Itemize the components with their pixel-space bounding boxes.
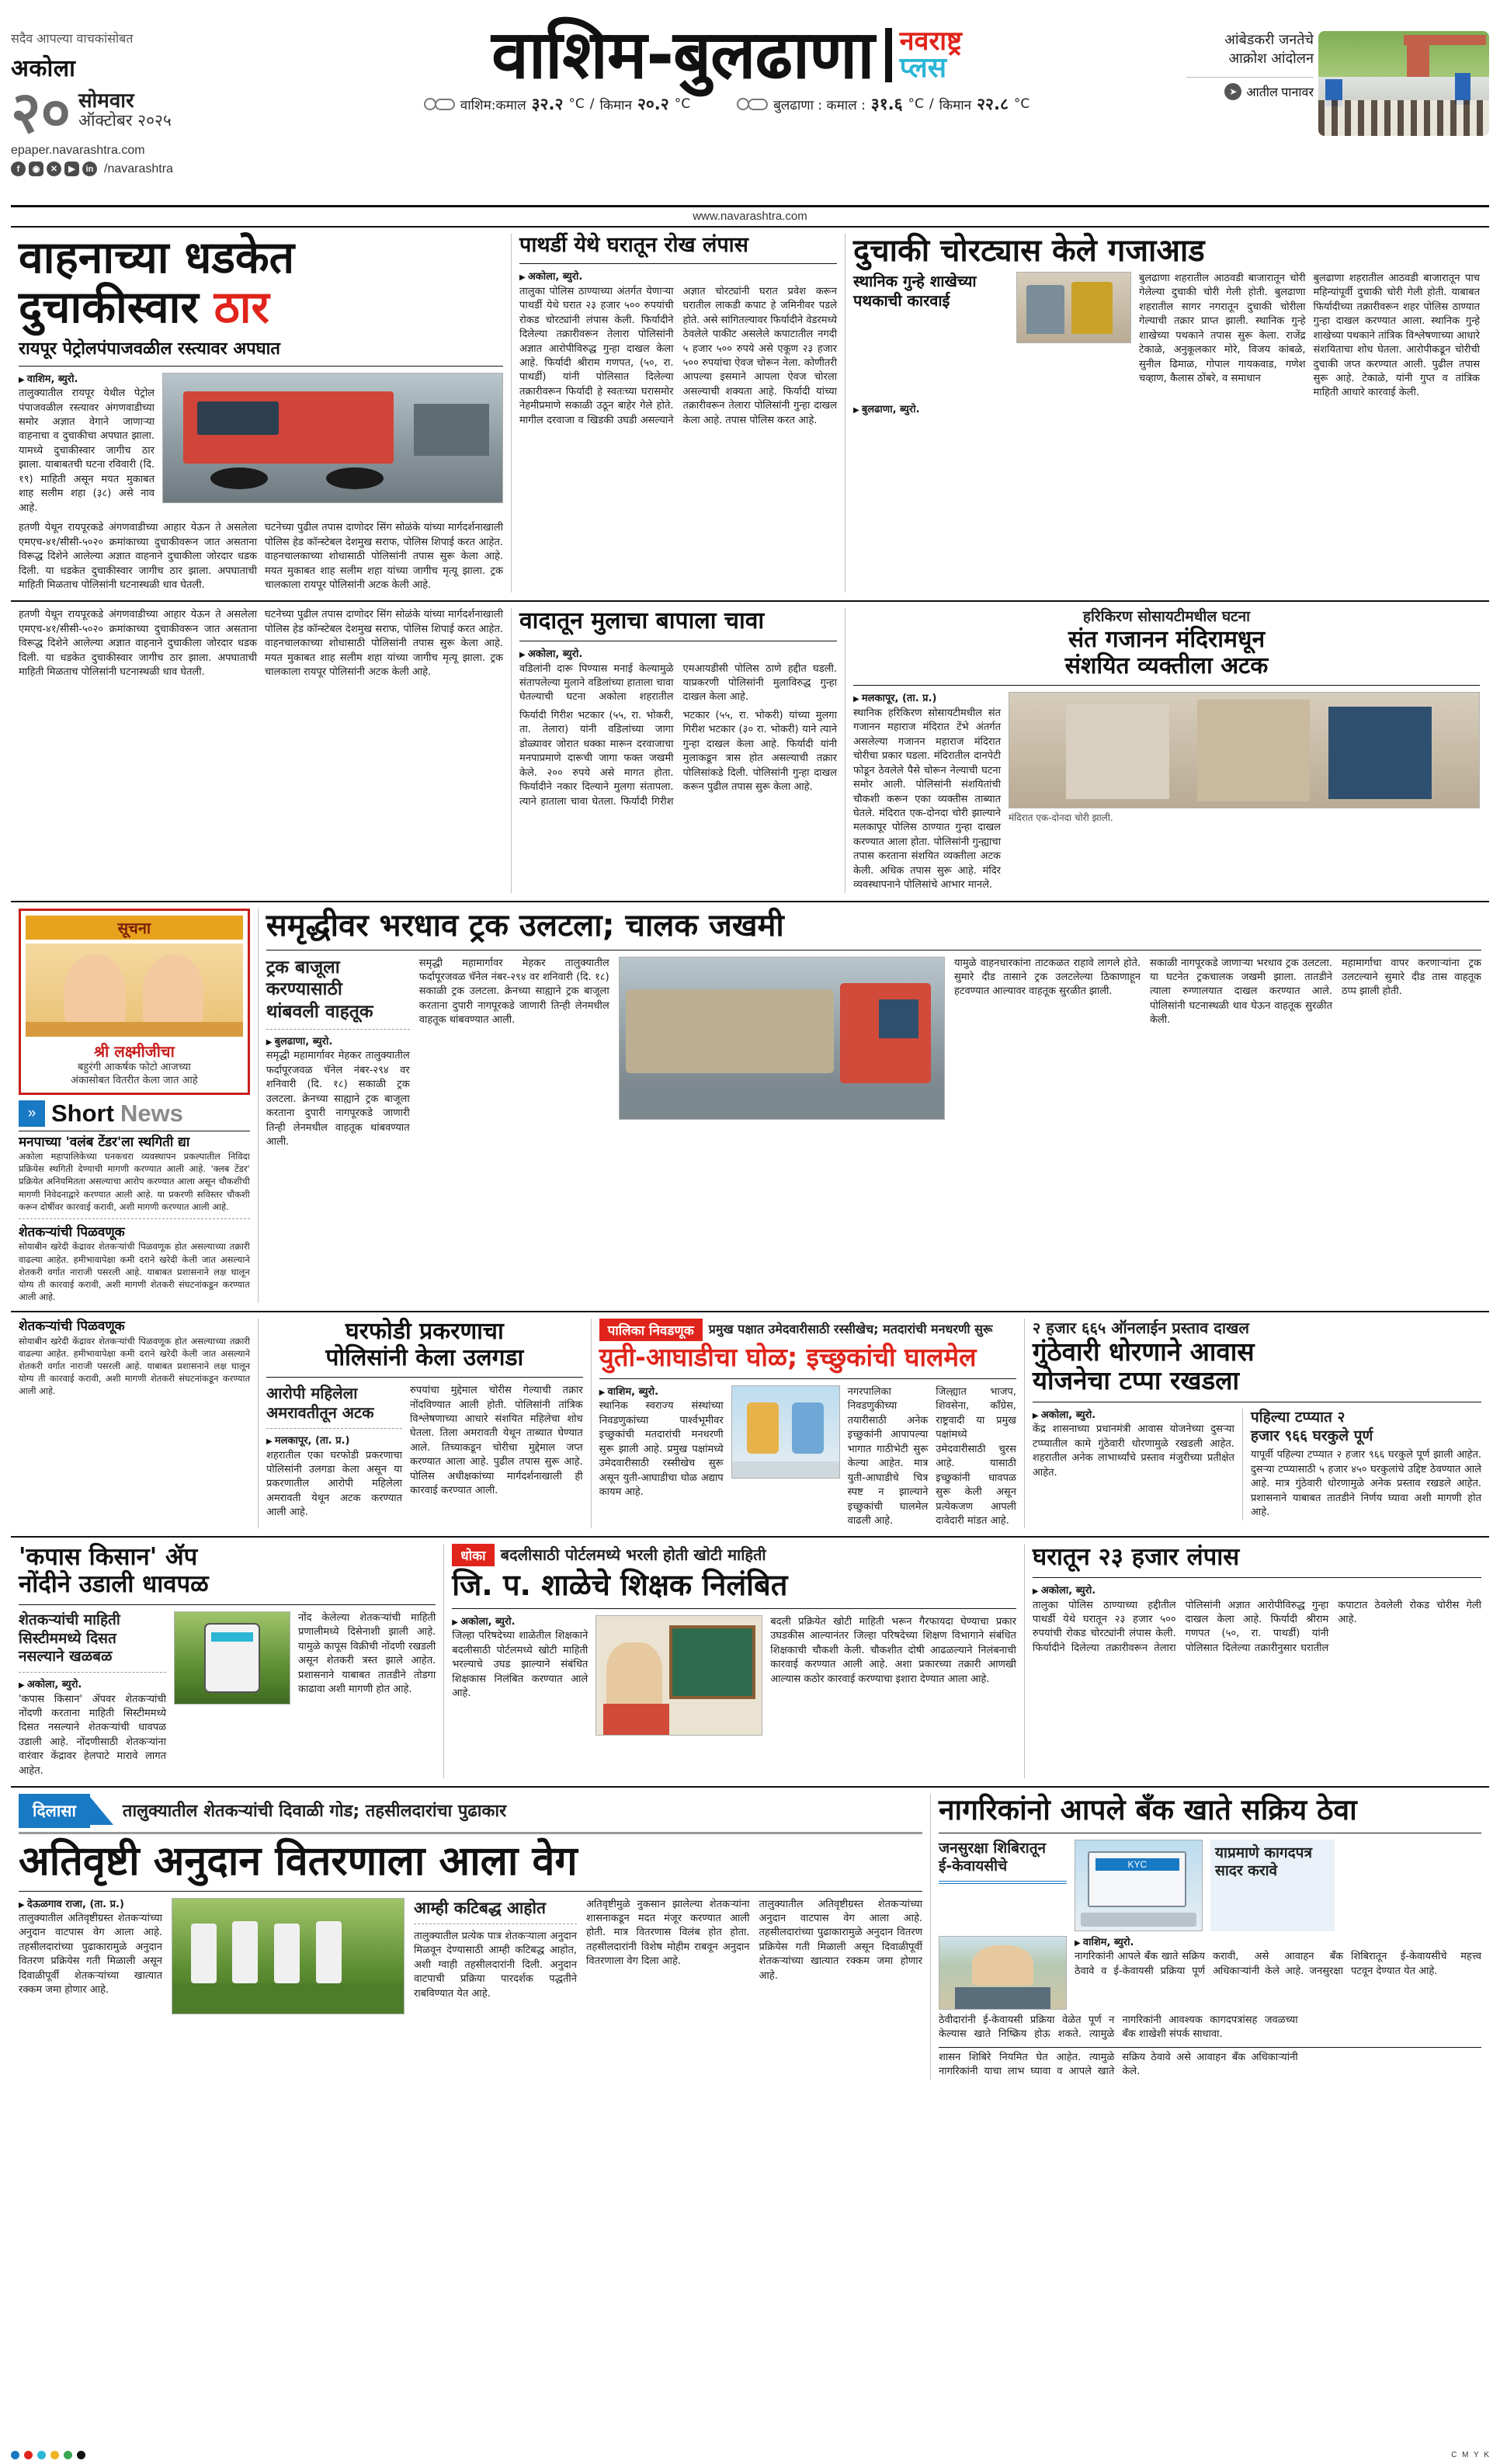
newspaper-title: वाशिम-बुलढाणा	[491, 16, 874, 94]
date-day: २०	[11, 79, 71, 146]
bank-side-1: याप्रमाणे कागदपत्र	[1215, 1844, 1312, 1861]
relief-tag: दिलासा	[19, 1794, 90, 1828]
short-news-item[interactable]	[19, 1225, 250, 1303]
short-news-continued	[11, 1319, 259, 1528]
navarashtra-plus-logo	[885, 28, 962, 82]
short-news-label-1: Short	[51, 1099, 114, 1127]
bank-side-2: सादर करावे	[1215, 1862, 1278, 1880]
burglary-body-2: रुपयांचा मुद्देमाल चोरीस गेल्याची तक्रार नोंदविण्यात आली होती. पोलिसांनी तांत्रिक विश्लेषणाच्या आधारे संशयित महिलेचा शोध घेतला. तिला अमरावती येथून ताब्यात घेण्यात आले. तिच्याकडून चोरीचा मुद्देमाल जप्त करण्यात आला आहे. पुढील तपास सुरू आहे. पोलिस अधीक्षकांच्या मार्गदर्शनाखाली ही कारवाई करण्यात आली.	[410, 1385, 583, 1497]
weather-city-2: बुलढाणा : कमाल :	[773, 97, 866, 113]
bank-dateline: वाशिम, ब्युरो.	[1082, 1936, 1134, 1948]
bank-body-1: नागरिकांनी आपले बँक खाते सक्रिय ठेवावे व ई-केवायसी प्रक्रिया पूर्ण करावी, असे आवाहन बँक अधिकाऱ्यांनी केले आहे. जनसुरक्षा शिबिरातून ई-केवायसीचे महत्त्व पटवून देण्यात येत आहे.	[1075, 1951, 1481, 1977]
gharatun-headline: घरातून २३ हजार लंपास	[1032, 1543, 1240, 1572]
col3-dateline: बुलढाणा, ब्युरो.	[861, 403, 920, 415]
col2mid-body-1: वडिलांनी दारू पिण्यास मनाई केल्यामुळे संतापलेल्या मुलाने वडिलांच्या हाताला चावा घेतल्याची घटना अकोला शहरातील एमआयडीसी पोलिस ठाणे हद्दीत घडली. याप्रकरणी पोलिसांनी मुलाविरुद्ध गुन्हा दाखल केला आहे.	[519, 662, 837, 704]
short-news-arrow-icon: »	[19, 1100, 45, 1127]
palika-kicker: प्रमुख पक्षात उमेदवारीसाठी रस्सीखेच; मतदारांची मनधरणी सुरू	[708, 1322, 993, 1337]
relief-body-2: अतिवृष्टीमुळे नुकसान झालेल्या शेतकऱ्यांना शासनाकडून मदत मंजूर करण्यात आली होती. मात्र वितरणास विलंब होत होता. तहसीलदारांनी विशेष मोहीम राबवून अनुदान वितरणाला वेग दिला आहे.	[586, 1898, 750, 1968]
weather-unit-2b: °C	[1013, 96, 1030, 112]
kapas-headline-2: नोंदीने उडाली धावपळ	[19, 1570, 209, 1599]
masthead-right	[1186, 8, 1489, 136]
kyc-label: KYC	[1095, 1858, 1179, 1871]
truck-dateline: बुलढाणा, ब्युरो.	[274, 1035, 333, 1048]
palika-story	[592, 1319, 1025, 1528]
teacher-headline: जि. प. शाळेचे शिक्षक निलंबित	[452, 1568, 788, 1603]
relief-story	[11, 1794, 931, 2079]
kapas-dateline: अकोला, ब्युरो.	[26, 1679, 82, 1691]
short-news-item[interactable]	[19, 1135, 250, 1213]
col2mid-headline: वादातून मुलाचा बापाला चावा	[519, 607, 765, 635]
social-links	[11, 162, 267, 176]
tagline: सदैव आपल्या वाचकांसोबत	[11, 31, 134, 46]
palika-headline: युती-आघाडीचा घोळ; इच्छुकांची घालमेल	[599, 1341, 977, 1372]
kapas-body-2: नोंद केलेल्या शेतकऱ्यांची माहिती प्रणालीमध्ये दिसेनाशी झाली आहे. यामुळे कापूस विक्रीची नोंदणी रखडली असून शेतकरी त्रस्त झाले आहेत. प्रशासनाने याबाबत तातडीने तोडगा काढावा अशी मागणी होत आहे.	[298, 1611, 436, 1696]
col3-body-right: बुलढाणा शहरातील आठवडी बाजारातून पाच महिन्यांपूर्वी दुचाकी चोरी गेली होती. याबाबत फिर्यादीच्या तक्रारीवरून शहर पोलिस ठाण्यात गुन्हा दाखल करण्यात आला. स्थानिक गुन्हे शाखेच्या पथकाने तांत्रिक विश्लेषणाच्या आधारे संशयिताचा शोध घेतला. आरोपीकडून चोरीची दुचाकी जप्त करण्यात आली. पुढील तपास सुरू आहे. टेकाळे, यांनी गुप्त व तांत्रिक माहिती आधारे कारवाई केली.	[1313, 272, 1480, 399]
relief-side-body: तालुक्यातील प्रत्येक पात्र शेतकऱ्याला अनुदान मिळवून देण्यासाठी आम्ही कटिबद्ध आहोत, अशी ग्वाही तहसीलदारांनी दिली. अनुदान वाटपाची प्रक्रिया पारदर्शक पद्धतीने राबविण्यात येत आहे.	[414, 1930, 577, 2000]
truck-body-1: समृद्धी महामार्गावर मेहकर तालुक्यातील फर्दापूरजवळ चॅनेल नंबर-२९४ वर शनिवारी (दि. १८) सकाळी ट्रक उलटला. क्रेनच्या साह्याने ट्रक बाजूला करताना दुपारी नागपूरकडे जाणारी तिन्ही लेनमधील वाहतूक थांबवण्यात आली.	[266, 1050, 410, 1148]
burglary-body-1: शहरातील एका घरफोडी प्रकरणाचा पोलिसांनी उलगडा केला असून या प्रकरणातील आरोपी महिलेला अमरावती येथून अटक करण्यात आली आहे.	[266, 1449, 403, 1519]
short-news-body-0b: सोयाबीन खरेदी केंद्रावर शेतकऱ्यांची पिळवणूक होत असल्याच्या तक्रारी वाढल्या आहेत. हमीभावापेक्षा कमी दराने खरेदी केली जात असल्याने शेतकरी वर्गात नाराजी पसरली आहे. याबाबत प्रशासनाने लक्ष घालून योग्य ती कारवाई करावी, अशी मागणी शेतकरी संघटनांकडून करण्यात आली आहे.	[19, 1335, 251, 1397]
weather-max-1: ३२.२	[531, 95, 564, 113]
truck-kicker-2: करण्यासाठी	[266, 979, 342, 1000]
bank-footer: शासन शिबिरे नियमित घेत आहेत. त्यामुळे नागरिकांनी याचा लाभ घ्यावा व आपले खाते सक्रिय ठेवावे असे आवाहन बँक अधिकाऱ्यांनी केले.	[939, 2051, 1298, 2078]
notice-ad-block	[11, 909, 259, 1303]
relief-body-1: तालुक्यातील अतिवृष्टीग्रस्त शेतकऱ्यांच्या अनुदान वाटपास वेग आला आहे. तहसीलदारांच्या पुढाकारामुळे अनुदान वितरण प्रक्रियेस गती मिळाली असून दिवाळीपूर्वी शेतकऱ्यांच्या खात्यात रक्कम जमा होणार आहे.	[19, 1912, 162, 1997]
col2mid-body-2: फिर्यादी गिरीश भटकार (५५, रा. भोकरी, ता. तेलारा) यांनी वडिलांच्या जागा डोळ्यावर जोरात धक्का मारून दरवाजाचा मनपाप्रमाणे दारूची जागा फक्त जखमी केले. २०० रुपये असे मागत होता. फिर्यादीने नकार दिल्याने मुलगा संतापला. त्याने हाताला चावा घेतला. फिर्यादी गिरीश भटकार (५५, रा. भोकरी) यांच्या मुलगा गिरीश भटकार (३० रा. भोकरी) याने त्याने गुन्हा दाखल केला आहे. फिर्यादी यांनी मुलाकडून त्रास होत असल्याची तक्रार पोलिसांकडे दिली. पोलिसांनी गुन्हा दाखल करून पुढील तपास सुरू केला आहे.	[519, 709, 837, 808]
kyc-laptop-photo	[1075, 1840, 1203, 1931]
ad-line-3: अंकासोबत वितरीत केला जात आहे	[71, 1074, 198, 1086]
lead-headline-line1: वाहनाच्या धडकेत	[19, 232, 295, 283]
col3-subhead: स्थानिक गुन्हे शाखेच्या पथकाची कारवाई	[853, 271, 977, 310]
kapas-kicker-2: सिस्टीममध्ये दिसत	[19, 1629, 116, 1647]
burglary-dateline: मलकापूर, (ता. प्र.)	[274, 1435, 350, 1447]
instagram-icon[interactable]: ◉	[29, 162, 43, 176]
relief-body-2b: तालुक्यातील अतिवृष्टीग्रस्त शेतकऱ्यांच्या अनुदान वाटपास वेग आला आहे. तहसीलदारांच्या पुढाकारामुळे अनुदान वितरण प्रक्रियेस गती मिळाली असून दिवाळीपूर्वी शेतकऱ्यांच्या खात्यात रक्कम जमा होणार आहे.	[759, 1898, 922, 1982]
bank-body-2: ठेवीदारांनी ई-केवायसी प्रक्रिया वेळेत पूर्ण न केल्यास खाते निष्क्रिय होऊ शकते. त्यामुळे नागरिकांनी आवश्यक कागदपत्रांसह जवळच्या बँक शाखेशी संपर्क साधावा.	[939, 2014, 1298, 2041]
col2-headline: पाथर्डी येथे घरातून रोख लंपास	[519, 233, 748, 257]
relief-tag-line: तालुक्यातील शेतकऱ्यांची दिवाळी गोड; तहसीलदारांचा पुढाकार	[122, 1801, 507, 1821]
weather-min-label-1: किमान	[599, 97, 632, 113]
burglary-kicker-2: अमरावतीतून अटक	[266, 1403, 374, 1423]
logo-navarashtra: नवराष्ट्र	[899, 26, 962, 57]
masthead-photo-caption: आंबेडकरी जनतेचे आक्रोश आंदोलन	[1224, 32, 1314, 68]
burglary-kicker-1: आरोपी महिलेला	[266, 1384, 358, 1403]
teacher-tag: धोका	[452, 1544, 494, 1566]
linkedin-icon[interactable]: in	[82, 162, 97, 176]
kapas-story	[11, 1544, 444, 1778]
lead-body-2: हतणी येथून रायपूरकडे अंगणवाडीच्या आहार येऊन ते असलेला एमएच-४१/सीसी-५०२० क्रमांकाच्या दुचाकीवरून जात असताना विरूद्ध दिशेने आलेल्या अज्ञात वाहनाने दुचाकीला जोरदार धडक दिली. या धडकेत दुचाकीस्वार जागीच ठार झाला. अपघाताची माहिती मिळताच पोलिसांनी घटनास्थळी धाव घेतली.	[19, 522, 257, 591]
gharatun-story	[1025, 1544, 1489, 1778]
col3-mid-story	[845, 608, 1488, 892]
ad-line-1: श्री लक्ष्मीजीचा	[93, 1041, 175, 1061]
bank-kicker-2: ई-केवायसीचे	[939, 1858, 1008, 1875]
edition-city: अकोला	[11, 55, 76, 82]
truck-body-1b: समृद्धी महामार्गावर मेहकर तालुक्यातील फर्दापूरजवळ चॅनेल नंबर-२९४ वर शनिवारी (दि. १८) सकाळी ट्रक उलटला. क्रेनच्या साह्याने ट्रक बाजूला करताना दुपारी नागपूरकडे जाणारी तिन्ही लेनमधील वाहतूक थांबवण्यात आली.	[418, 957, 609, 1027]
bank-headline: नागरिकांनो आपले बँक खाते सक्रिय ठेवा	[939, 1793, 1357, 1827]
weather-unit-1: °C	[568, 96, 585, 112]
lead-story	[11, 234, 512, 593]
kapas-body: 'कपास किसान' ॲपवर शेतकऱ्यांची नोंदणी करताना माहिती सिस्टीममध्ये दिसत नसल्याने शेतकऱ्यांची धावपळ उडाली आहे. नोंदणीसाठी शेतकऱ्यांना वारंवार केंद्रावर हेलपाटे मारावे लागत आहेत.	[19, 1693, 166, 1777]
weather-washim: वाशिम:कमाल ३२.२ °C / किमान २०.२ °C	[424, 93, 690, 115]
epaper-url[interactable]: epaper.navarashtra.com	[11, 144, 145, 158]
short-news-label-2: News	[120, 1099, 183, 1127]
truck-story	[259, 909, 1489, 1303]
weather-min-label-2: किमान	[939, 97, 972, 113]
accident-truck-photo	[162, 373, 503, 503]
weather-strip	[267, 93, 1186, 115]
col3mid-headline-1: संत गजानन मंदिरामधून	[1068, 626, 1266, 654]
bank-story	[931, 1794, 1489, 2079]
truck-kicker-1: ट्रक बाजूला	[266, 957, 340, 978]
col3-body-left: बुलढाणा शहरातील आठवडी बाजारातून चोरी गेलेल्या दुचाकी चोरी गेली होती. बुलढाणा शहरातील सागर नगरातून दुचाकी चोरीला गेल्याची तक्रार प्राप्त झाली. स्थानिक गुन्हे शाखेच्या पथकाने तपास सुरू केला. राजेंद्र टेकाळे, अनुकूलकार मोरे, विजय कांबळे, सुनील ढिमाळ, गोपाल गायकवाड, गणेश चव्हाण, कैलास ठोंबरे, व समाधान	[1139, 272, 1306, 384]
gunthewari-side-kicker-1: पहिल्या टप्प्यात २	[1250, 1408, 1345, 1426]
masthead-protest-photo	[1318, 31, 1489, 136]
col3mid-kicker: हरिकिरण सोसायटीमधील घटना	[1082, 608, 1251, 626]
truck-body-3: सकाळी नागपूरकडे जाणाऱ्या भरधाव ट्रक उलटला. या घटनेत ट्रकचालक जखमी झाला. तातडीने त्याला रुग्णालयात दाखल करण्यात आले. पोलिसांनी घटनास्थळी धाव घेऊन वाहतूक सुरळीत केली.	[1150, 957, 1332, 1027]
short-news-header	[19, 1100, 250, 1128]
facebook-icon[interactable]: f	[11, 162, 26, 176]
gharatun-body: तालुका पोलिस ठाण्याच्या हद्दीतील पाथर्डी येथे घरातून २३ हजार ५०० रुपयांची रोकड चोरट्यांनी लंपास केली. फिर्यादीने दिलेल्या तक्रारीवरून तेलारा पोलिसांनी अज्ञात आरोपीविरुद्ध गुन्हा दाखल केला आहे. फिर्यादी श्रीराम गणपत (५०, रा. पाथर्डी) यांनी पोलिसात दिलेल्या तक्रारीनुसार घरातील कपाटात ठेवलेली रोकड चोरीस गेली आहे.	[1032, 1599, 1481, 1654]
gunthewari-side-body: यापूर्वी पहिल्या टप्प्यात २ हजार ९६६ घरकुले पूर्ण झाली आहेत. दुसऱ्या टप्प्यासाठी ५ हजार ४५० घरकुलांचे उद्दिष्ट ठेवण्यात आले आहे. मात्र गुंठेवारी धोरणामुळे अनेक प्रस्ताव रखडले आहेत. प्रशासनाने याबाबत तातडीने निर्णय घ्यावा अशी मागणी होत आहे.	[1250, 1449, 1481, 1519]
election-illustration	[731, 1385, 840, 1479]
ad-line-2: बहुरंगी आकर्षक फोटो आजच्या	[77, 1061, 191, 1073]
masthead-center	[267, 8, 1186, 115]
col3-headline: दुचाकी चोरट्यास केले गजाआड	[853, 233, 1205, 269]
kapas-kicker-1: शेतकऱ्यांची माहिती	[19, 1611, 120, 1628]
gunthewari-side-kicker-2: हजार ९६६ घरकुले पूर्ण	[1250, 1427, 1373, 1444]
weather-unit-2: °C	[908, 96, 924, 112]
cloud-icon	[435, 99, 455, 110]
gunthewari-headline-1: गुंठेवारी धोरणाने आवास	[1032, 1336, 1255, 1367]
lead-headline-line2a: दुचाकीस्वार	[19, 281, 199, 333]
kapas-kicker-3: नसल्याने खळबळ	[19, 1648, 113, 1666]
lakshmi-photo-ad	[19, 909, 250, 1095]
social-handle: /navarashtra	[104, 162, 173, 176]
col3mid-caption: मंदिरात एक-दोनदा चोरी झाली.	[1009, 812, 1113, 824]
teacher-classroom-illustration	[595, 1615, 762, 1736]
teacher-dateline: अकोला, ब्युरो.	[460, 1615, 516, 1628]
col2-mid-story	[512, 608, 845, 892]
palika-tag: पालिका निवडणूक	[599, 1319, 703, 1341]
short-news-title-0b: शेतकऱ्यांची पिळवणूक	[19, 1318, 125, 1334]
col3mid-body: स्थानिक हरिकिरण सोसायटीमधील संत गजानन महाराज मंदिरात टेंभे अंतर्गत असलेल्या गजानन महाराज मंदिरात चोरीचा प्रकार घडला. मंदिरातील दानपेटी फोडून ठेवलेले पैसे चोरून नेल्याची घटना समोर आली. पोलिसांनी संशयितांची चौकशी करून एका व्यक्तीस ताब्यात घेतले. मंदिरात एक-दोनदा चोरी झाल्याने मलकापूर पोलिस ठाण्यात गुन्हा दाखल करण्यात आला होता. पोलिसांनी गुन्ह्याचा तपास करताना संशयित व्यक्तीला अटक केली. अधिक तपास सुरू आहे. मंदिर व्यवस्थापनाने पोलिसांचे आभार मानले.	[853, 707, 1001, 891]
youtube-icon[interactable]: ▶	[64, 162, 79, 176]
cloud-icon-2	[748, 99, 768, 110]
kapas-headline-1: 'कपास किसान' ॲप	[19, 1543, 198, 1572]
burglary-story	[259, 1319, 592, 1528]
bank-official-photo	[939, 1936, 1067, 2010]
gunthewari-story	[1025, 1319, 1489, 1528]
col2-dateline: अकोला, ब्युरो.	[527, 271, 583, 283]
short-news-title-1: शेतकऱ्यांची पिळवणूक	[19, 1224, 125, 1240]
truck-body-4: महामार्गाचा वापर करणाऱ्यांना ट्रक उलटल्याने सुमारे दीड तास वाहतूक ठप्प झाली होती.	[1342, 957, 1481, 998]
col2-top-story	[512, 234, 845, 593]
farmers-field-photo	[172, 1898, 405, 2014]
mobile-app-photo	[174, 1611, 290, 1705]
teacher-body-2: बदली प्रक्रियेत खोटी माहिती भरून गैरफायदा घेण्याचा प्रकार उघडकीस आल्यानंतर जिल्हा परिषदेच्या शिक्षण विभागाने संबंधित शिक्षकाची चौकशी केली. चौकशीत दोषी आढळल्याने निलंबनाची कारवाई करण्यात आली आहे. अशा प्रकारच्या तक्रारी आणखी आल्यास कठोर कारवाई करण्याचा इशारा देण्यात आला आहे.	[770, 1615, 1016, 1685]
weather-max-2: ३१.६	[870, 95, 903, 113]
gunthewari-headline-2: योजनेचा टप्पा रखडला	[1032, 1364, 1240, 1395]
inside-page-link[interactable]	[1186, 77, 1314, 100]
logo-plus: प्लस	[899, 52, 947, 84]
weather-buldhana: बुलढाणा : कमाल : ३१.६ °C / किमान २२.८ °C	[737, 93, 1030, 115]
relief-dateline: देऊळगाव राजा, (ता. प्र.)	[26, 1898, 124, 1910]
lead-body-1: तालुक्यातील रायपूर येथील पेट्रोल पंपाजवळील रस्त्यावर अंगणवाडीच्या समोर अज्ञात वेगाने जाणाऱ्या वाहनाचा व दुचाकीचा अपघात झाला. यामध्ये दुचाकीस्वार जागीच ठार झाला. याबाबतची घटना रविवारी (दि. १९) माहिती असून मयत मुकाबत शाह सलीम शहा (३८) असे नाव आहे.	[19, 387, 155, 514]
weather-min-2: २२.८	[977, 95, 1009, 113]
palika-body-3: जिल्ह्यात भाजप, शिवसेना, काँग्रेस, राष्ट्रवादी या प्रमुख पक्षांमध्ये उमेदवारीसाठी चुरस आहे. यासाठी इच्छुकांनी धावपळ सुरू केली असून प्रत्येकजण आपली दावेदारी मांडत आहे.	[936, 1385, 1016, 1527]
date-month-year: ऑक्टोबर २०२५	[78, 111, 172, 130]
date-weekday: सोमवार	[78, 89, 134, 113]
weather-city-1: वाशिम:कमाल	[460, 97, 526, 113]
col2mid-dateline: अकोला, ब्युरो.	[527, 648, 583, 661]
palika-dateline: वाशिम, ब्युरो.	[607, 1385, 659, 1398]
sun-cloud-icon	[424, 98, 436, 110]
palika-body-1: स्थानिक स्वराज्य संस्थांच्या निवडणुकांच्या पार्श्वभूमीवर इच्छुकांची मतदारांची मनधरणी सुरू झाली आहे. प्रमुख पक्षांमध्ये उमेदवारीसाठी रस्सीखेच सुरू असून युती-आघाडीचा घोळ अद्याप कायम आहे.	[599, 1400, 724, 1499]
truck-headline: समृद्धीवर भरधाव ट्रक उलटला; चालक जखमी	[266, 907, 784, 944]
truck-body-2: यामुळे वाहनधारकांना ताटकळत राहावे लागले होते. सुमारे दीड तासाने ट्रक उलटलेल्या ठिकाणाहून हटवण्यात आल्यावर वाहतूक सुरळीत झाली.	[954, 957, 1141, 998]
short-news-body-0: अकोला महापालिकेच्या घनकचरा व्यवस्थापन प्रकल्पातील निविदा प्रक्रियेस स्थगिती देण्याची मागणी करण्यात आली आहे. 'क्लब टेंडर' प्रक्रियेत अनियमितता असल्याचा आरोप करण्यात आला असून चौकशीची मागणी निवेदनाद्वारे करण्यात आली आहे. या प्रकरणी सविस्तर चौकशी करून दोषींवर कारवाई करावी, अशी मागणी करण्यात आली आहे.	[19, 1151, 250, 1212]
truck-kicker-3: थांबवली वाहतूक	[266, 1002, 373, 1023]
weather-min-1: २०.२	[637, 95, 669, 113]
gharatun-dateline: अकोला, ब्युरो.	[1040, 1585, 1096, 1597]
lead-dateline: वाशिम, ब्युरो.	[26, 373, 78, 385]
bank-kicker-1: जनसुरक्षा शिबिरातून	[939, 1839, 1047, 1857]
lead-extra-2: घटनेच्या पुढील तपास दाणोदर सिंग सोळंके यांच्या मार्गदर्शनाखाली पोलिस हेड कॉन्स्टेबल देशमुख सराफ, पोलिस शिपाई करत आहेत. वाहनचालकाच्या शोधासाठी पोलिसांनी तपास सुरू केला आहे. मयत मुकाबत शाह सलीम शहा यांच्या जागीच मृत्यू झाला. ट्रक चालकाला रायपूर पोलिसांनी अटक केली आहे.	[265, 609, 503, 679]
lead-continued	[11, 608, 512, 892]
burglary-headline-2: पोलिसांनी केला उलगडा	[325, 1343, 524, 1371]
lead-headline-line2b: ठार	[214, 281, 269, 333]
short-news-title-0: मनपाच्या 'वलंब टेंडर'ला स्थगिती द्या	[19, 1134, 190, 1150]
suspect-arrest-photo	[1009, 692, 1480, 808]
sun-cloud-icon-2	[737, 98, 749, 110]
short-news-body-1: सोयाबीन खरेदी केंद्रावर शेतकऱ्यांची पिळवणूक होत असल्याच्या तक्रारी वाढल्या आहेत. हमीभावापेक्षा कमी दराने खरेदी केली जात असल्याने शेतकरी वर्गात नाराजी पसरली आहे. याबाबत प्रशासनाने लक्ष घालून योग्य ती कारवाई करावी, अशी मागणी शेतकरी संघटनांकडून करण्यात आली आहे.	[19, 1241, 250, 1302]
x-twitter-icon[interactable]: ✕	[47, 162, 61, 176]
lead-extra-1: हतणी येथून रायपूरकडे अंगणवाडीच्या आहार येऊन ते असलेला एमएच-४१/सीसी-५०२० क्रमांकाच्या दुचाकीवरून जात असताना विरूद्ध दिशेने आलेल्या अज्ञात वाहनाने दुचाकीला जोरदार धडक दिली. या धडकेत दुचाकीस्वार जागीच ठार झाला. अपघाताची माहिती मिळताच पोलिसांनी घटनास्थळी धाव घेतली.	[19, 609, 257, 679]
lakshmi-image	[26, 944, 243, 1037]
ad-header: सूचना	[26, 916, 243, 940]
palika-body-2: नगरपालिका निवडणुकीच्या तयारीसाठी अनेक इच्छुकांनी आपापल्या भागात गाठीभेटी सुरू केल्या आहेत. मात्र युती-आघाडीचे चित्र स्पष्ट न झाल्याने इच्छुकांची घालमेल वाढली आहे.	[847, 1385, 929, 1527]
website-url[interactable]: www.navarashtra.com	[693, 210, 807, 223]
police-arrest-photo	[1016, 272, 1131, 343]
masthead	[11, 8, 1489, 202]
col2-body: तालुका पोलिस ठाण्याच्या अंतर्गत येणाऱ्या पाथर्डी येथे घरात २३ हजार ५०० रुपयांची रोकड चोरट्यांनी लंपास केली. फिर्यादीने दिलेल्या तक्रारीवरून तेलारा पोलिसांनी अज्ञात आरोपीविरुद्ध गुन्हा दाखल केला आहे. फिर्यादी श्रीराम गणपत, (५०, रा. पाथर्डी) यांनी पोलिसात दिलेल्या तक्रारीवरून फिर्यादी हे स्वतःच्या घरासमोर नेहमीप्रमाणे सकाळी उठून बाहेर गेले होते. मागील दरवाजा व खिडकी उघडी असल्याने अज्ञात चोरट्यांनी घरात प्रवेश करून घरातील लाकडी कपाट हे जमिनीवर पडले होते. असे सांगितल्यावर फिर्यादीने वेडरमध्ये ठेवलेले पाकीट असलेले कपाटातील नगदी ५ हजार ५०० रुपये असे एकूण २३ हजार ५०० रुपयांचा ऐवज चोरून नेला. कोणीतरी आपल्या इसमाने आपला ऐवज चोरला असल्याची शक्यता आहे. फिर्यादी यांच्या तक्रारीवरून तेलारा पोलिसांनी गुन्हा दाखल केला आहे. तपास पोलिस करत आहे.	[519, 285, 837, 426]
color-registration-dots	[11, 2451, 85, 2459]
relief-headline: अतिवृष्टी अनुदान वितरणाला आला वेग	[19, 1838, 578, 1885]
masthead-left	[11, 8, 267, 176]
gunthewari-body: केंद्र शासनाच्या प्रधानमंत्री आवास योजनेच्या दुसऱ्या टप्प्यातील कामे गुंठेवारी धोरणामुळे रखडली आहेत. शहरातील अनेक लाभार्थ्यांचे प्रस्ताव मंजुरीच्या प्रतीक्षेत आहेत.	[1032, 1423, 1234, 1479]
relief-side-title: आम्ही कटिबद्ध आहोत	[414, 1898, 546, 1917]
inside-page-label: आतील पानावर	[1246, 85, 1314, 99]
gunthewari-dateline: अकोला, ब्युरो.	[1040, 1409, 1096, 1421]
teacher-body-1: जिल्हा परिषदेच्या शाळेतील शिक्षकाने बदलीसाठी पोर्टलमध्ये खोटी माहिती भरल्याचे उघड झाल्याने संबंधित शिक्षकास निलंबित करण्यात आले आहे.	[452, 1630, 589, 1700]
col3mid-headline-2: संशयित व्यक्तीला अटक	[1064, 652, 1269, 679]
cmyk-mark: C M Y K	[1451, 2451, 1491, 2459]
teacher-story	[444, 1544, 1025, 1778]
teacher-tag-line: बदलीसाठी पोर्टलमध्ये भरली होती खोटी माहिती	[500, 1545, 766, 1565]
weather-unit-1b: °C	[674, 96, 691, 112]
col3mid-dateline: मलकापूर, (ता. प्र.)	[861, 693, 937, 705]
burglary-headline-1: घरफोडी प्रकरणाचा	[345, 1317, 504, 1345]
date-block	[11, 79, 267, 146]
gunthewari-kicker: २ हजार ६६५ ऑनलाईन प्रस्ताव दाखल	[1032, 1318, 1249, 1337]
col3-top-story	[845, 234, 1488, 593]
arrow-right-icon: ➤	[1224, 83, 1241, 100]
lead-body-3: घटनेच्या पुढील तपास दाणोदर सिंग सोळंके यांच्या मार्गदर्शनाखाली पोलिस हेड कॉन्स्टेबल देशमुख सराफ, पोलिस शिपाई करत आहेत. वाहनचालकाच्या शोधासाठी पोलिसांनी तपास सुरू केला आहे. मयत मुकाबत शाह सलीम शहा यांच्या जागीच मृत्यू झाला. ट्रक चालकाला रायपूर पोलिसांनी अटक केली आहे.	[265, 522, 503, 591]
lead-subhead: रायपूर पेट्रोलपंपाजवळील रस्त्यावर अपघात	[19, 339, 280, 359]
overturned-truck-photo	[619, 957, 945, 1120]
